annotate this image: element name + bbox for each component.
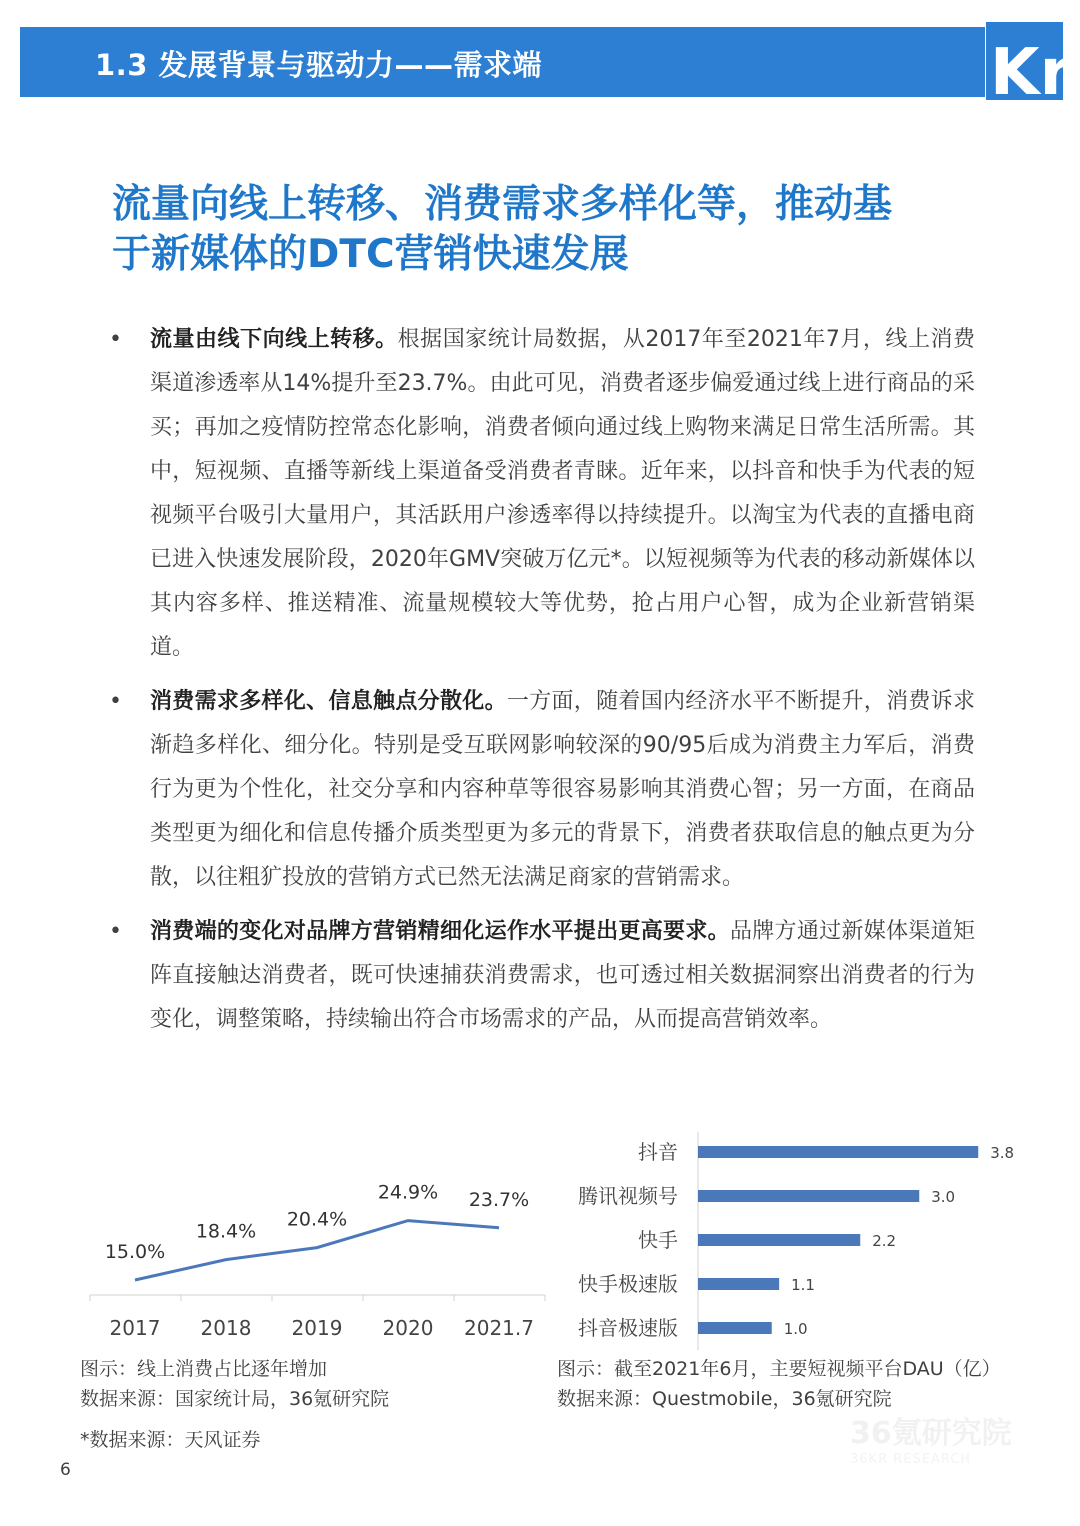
- bar-value-label: 3.8: [990, 1144, 1015, 1162]
- bar: [698, 1234, 860, 1246]
- category-label: 腾讯视频号: [578, 1184, 678, 1208]
- bar-value-label: 2.2: [872, 1232, 897, 1250]
- watermark: 36氪研究院: [850, 1416, 1012, 1451]
- bar-value-label: 3.0: [931, 1188, 956, 1206]
- section-title: 1.3 发展背景与驱动力——需求端: [95, 48, 542, 82]
- headline: [112, 180, 992, 280]
- bullet-text: 根据国家统计局数据，从2017年至2021年7月，线上消费渠道渗透率从14%提升至23.7%。由此可见，消费者逐步偏爱通过线上进行商品的采买；再加之疫情防控常态化影响，消费者倾向通过线上购物来满足日常生活所需。其中，短视频、直播等新线上渠道备受消费者青睐。近年来，以抖音和快手为代表的短视频平台吸引大量用户，其活跃用户渗透率得以持续提升。以淘宝为代表的直播电商已进入快速发展阶段，2020年GMV突破万亿元*。以短视频等为代表的移动新媒体以其内容多样、推送精准、流量规模较大等优势，抢占用户心智，成为企业新营销渠道。: [150, 327, 975, 660]
- bullet-list: [105, 318, 975, 1052]
- data-label: 18.4%: [195, 1220, 257, 1243]
- svg-text:Kr: Kr: [990, 36, 1072, 110]
- headline-line-2: 于新媒体的DTC营销快速发展: [112, 232, 629, 277]
- bar-chart-caption: 图示：截至2021年6月，主要短视频平台DAU（亿）: [557, 1358, 1001, 1380]
- bullet-marker: •: [109, 689, 122, 714]
- online-share-line-chart: [80, 1155, 550, 1350]
- x-tick-label: 2019: [291, 1316, 343, 1340]
- category-label: 快手: [638, 1228, 678, 1252]
- data-label: 23.7%: [468, 1188, 530, 1211]
- bullet-marker: •: [109, 919, 122, 944]
- bullet-marker: •: [109, 327, 122, 352]
- 36kr-logo: [928, 22, 1072, 110]
- bullet-item: [105, 680, 975, 900]
- x-tick-label: 2021.7: [464, 1316, 534, 1340]
- bar: [698, 1278, 779, 1290]
- bar: [698, 1190, 919, 1202]
- bullet-heading: 流量由线下向线上转移。: [150, 327, 398, 352]
- data-label: 15.0%: [104, 1241, 166, 1263]
- bullet-heading: 消费端的变化对品牌方营销精细化运作水平提出更高要求。: [150, 919, 730, 944]
- bullet-text: 品牌方通过新媒体渠道矩阵直接触达消费者，既可快速捕获消费需求，也可透过相关数据洞察出消费者的行为变化，调整策略，持续输出符合市场需求的产品，从而提高营销效率。: [150, 919, 975, 1032]
- footnote: *数据来源：天风证券: [80, 1429, 261, 1451]
- bullet-heading: 消费需求多样化、信息触点分散化。: [150, 689, 507, 714]
- x-tick-label: 2020: [382, 1316, 434, 1340]
- page-number: 6: [60, 1460, 71, 1480]
- line-chart-caption: 图示：线上消费占比逐年增加: [80, 1358, 328, 1380]
- bullet-item: [105, 318, 975, 670]
- data-label: 20.4%: [286, 1208, 348, 1231]
- line-chart-source: 数据来源：国家统计局，36氪研究院: [80, 1388, 390, 1410]
- data-label: 24.9%: [377, 1181, 439, 1204]
- bar: [698, 1146, 978, 1158]
- watermark-subtitle: 36KR RESEARCH: [850, 1452, 972, 1467]
- x-tick-label: 2017: [109, 1316, 161, 1340]
- category-label: 抖音: [638, 1140, 678, 1164]
- category-label: 快手极速版: [578, 1272, 678, 1296]
- bar-chart-source: 数据来源：Questmobile，36氪研究院: [557, 1388, 892, 1410]
- bar-value-label: 1.0: [783, 1320, 808, 1338]
- headline-line-1: 流量向线上转移、消费需求多样化等，推动基: [112, 182, 893, 227]
- dau-bar-chart: [555, 1132, 1055, 1352]
- category-label: 抖音极速版: [578, 1316, 678, 1340]
- bullet-text: 一方面，随着国内经济水平不断提升，消费诉求渐趋多样化、细分化。特别是受互联网影响较深的90/95后成为消费主力军后，消费行为更为个性化，社交分享和内容种草等很容易影响其消费心智；另一方面，在商品类型更为细化和信息传播介质类型更为多元的背景下，消费者获取信息的触点更为分散，以往粗犷投放的营销方式已然无法满足商家的营销需求。: [150, 689, 975, 890]
- x-tick-label: 2018: [200, 1316, 252, 1340]
- bar: [698, 1322, 772, 1334]
- bar-value-label: 1.1: [791, 1276, 815, 1294]
- svg-text:36: 36: [930, 26, 986, 72]
- bullet-item: [105, 910, 975, 1042]
